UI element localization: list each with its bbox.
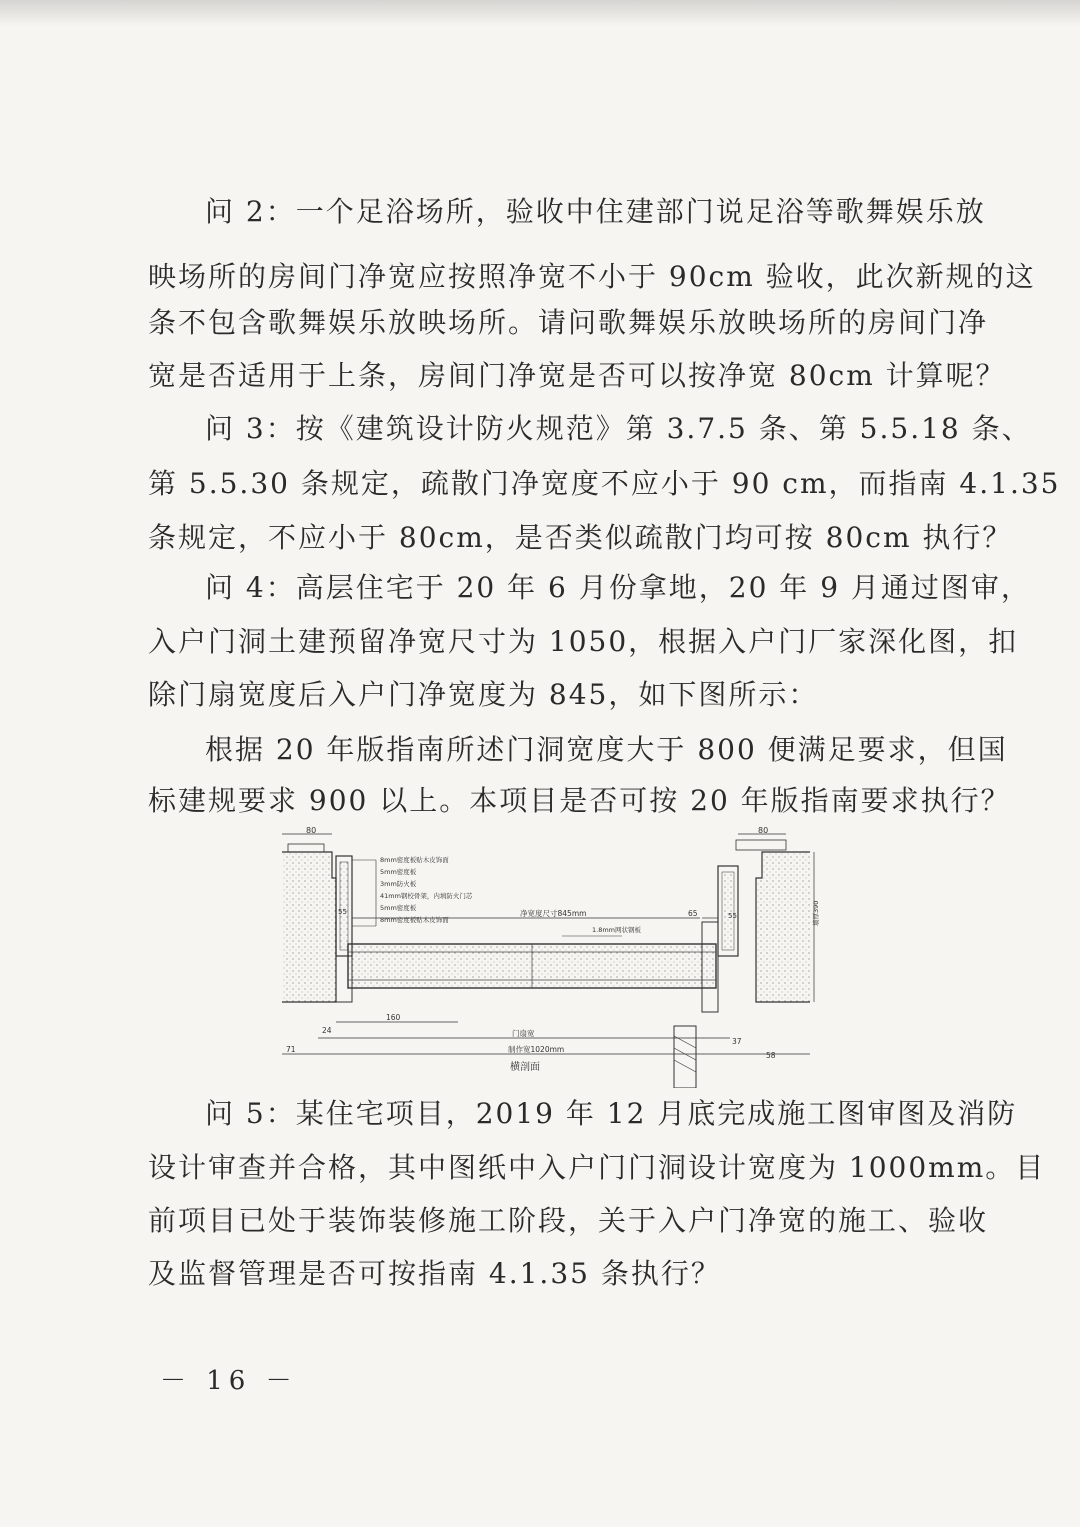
door-width-label: 门扇宽 [512,1029,535,1038]
q4-line-3: 除门扇宽度后入户门净宽度为 845，如下图所示： [148,678,819,711]
q4-line-1: 问 4：高层住宅于 20 年 6 月份拿地，20 年 9 月通过图审， [205,571,1031,604]
dim-top-right-label: 80 [758,826,769,835]
layer-label-4: 41mm钢校骨架，内填防火门芯 [380,892,473,900]
dim-65-label: 65 [688,909,698,918]
dim-55-left-label: 55 [338,908,347,916]
q2-line-1: 问 2：一个足浴场所，验收中住建部门说足浴等歌舞娱乐放 [205,195,986,228]
q5-line-1: 问 5：某住宅项目，2019 年 12 月底完成施工图审图及消防 [205,1097,1018,1130]
q3-line-1: 问 3：按《建筑设计防火规范》第 3.7.5 条、第 5.5.18 条、 [205,412,1032,445]
left-trim [288,844,324,852]
dim-top-left-label: 80 [306,826,317,835]
q5-line-4: 及监督管理是否可按指南 4.1.35 条执行？ [148,1257,721,1290]
dim-58-label: 58 [766,1051,776,1060]
q3-line-2: 第 5.5.30 条规定，疏散门净宽度不应小于 90 cm，而指南 4.1.35 [148,467,1061,500]
hinge-hatch-3 [674,1060,696,1072]
clear-width-label: 净宽度尺寸845mm [520,909,587,918]
layer-label-6: 8mm密度板贴木皮饰面 [380,916,449,924]
q2-line-2: 映场所的房间门净宽应按照净宽不小于 90cm 验收，此次新规的这 [148,260,1036,293]
q5-line-2: 设计审查并合格，其中图纸中入户门门洞设计宽度为 1000mm。目 [148,1151,1046,1184]
make-width-label: 制作宽1020mm [508,1045,565,1054]
dim-37-label: 37 [732,1037,742,1046]
hinge-post [674,1026,696,1088]
q3-line-3: 条规定，不应小于 80cm，是否类似疏散门均可按 80cm 执行？ [148,521,1013,554]
q2-line-3: 条不包含歌舞娱乐放映场所。请问歌舞娱乐放映场所的房间门净 [148,306,989,339]
page-number: － 16 － [160,1366,298,1396]
door-section-drawing [262,826,830,1088]
dim-55-right-label: 55 [728,912,737,920]
dim-160-label: 160 [386,1013,401,1022]
left-wall [282,852,336,1002]
layer-label-3: 3mm防火板 [380,880,417,888]
wall-thickness-label: 墙厚390 [812,900,820,926]
steel-plate-label: 1.8mm网状钢板 [592,926,642,934]
layer-label-1: 8mm密度板贴木皮饰面 [380,856,449,864]
dim-24-label: 24 [322,1026,332,1035]
section-title: 横剖面 [510,1062,540,1073]
door-section-svg [262,826,830,1088]
q2-line-4: 宽是否适用于上条，房间门净宽是否可以按净宽 80cm 计算呢？ [148,359,1006,392]
q4-line-5: 标建规要求 900 以上。本项目是否可按 20 年版指南要求执行？ [148,784,1011,817]
right-trim [736,840,786,850]
dim-71-label: 71 [286,1045,296,1054]
right-wall [756,852,810,1002]
q4-line-4: 根据 20 年版指南所述门洞宽度大于 800 便满足要求，但国 [205,733,1008,766]
q5-line-3: 前项目已处于装饰装修施工阶段，关于入户门净宽的施工、验收 [148,1204,989,1237]
q4-line-2: 入户门洞土建预留净宽尺寸为 1050，根据入户门厂家深化图，扣 [148,625,1019,658]
layer-label-5: 5mm密度板 [380,904,417,912]
layer-label-2: 5mm密度板 [380,868,417,876]
right-frame-core [722,872,734,950]
left-frame-core [340,862,348,950]
